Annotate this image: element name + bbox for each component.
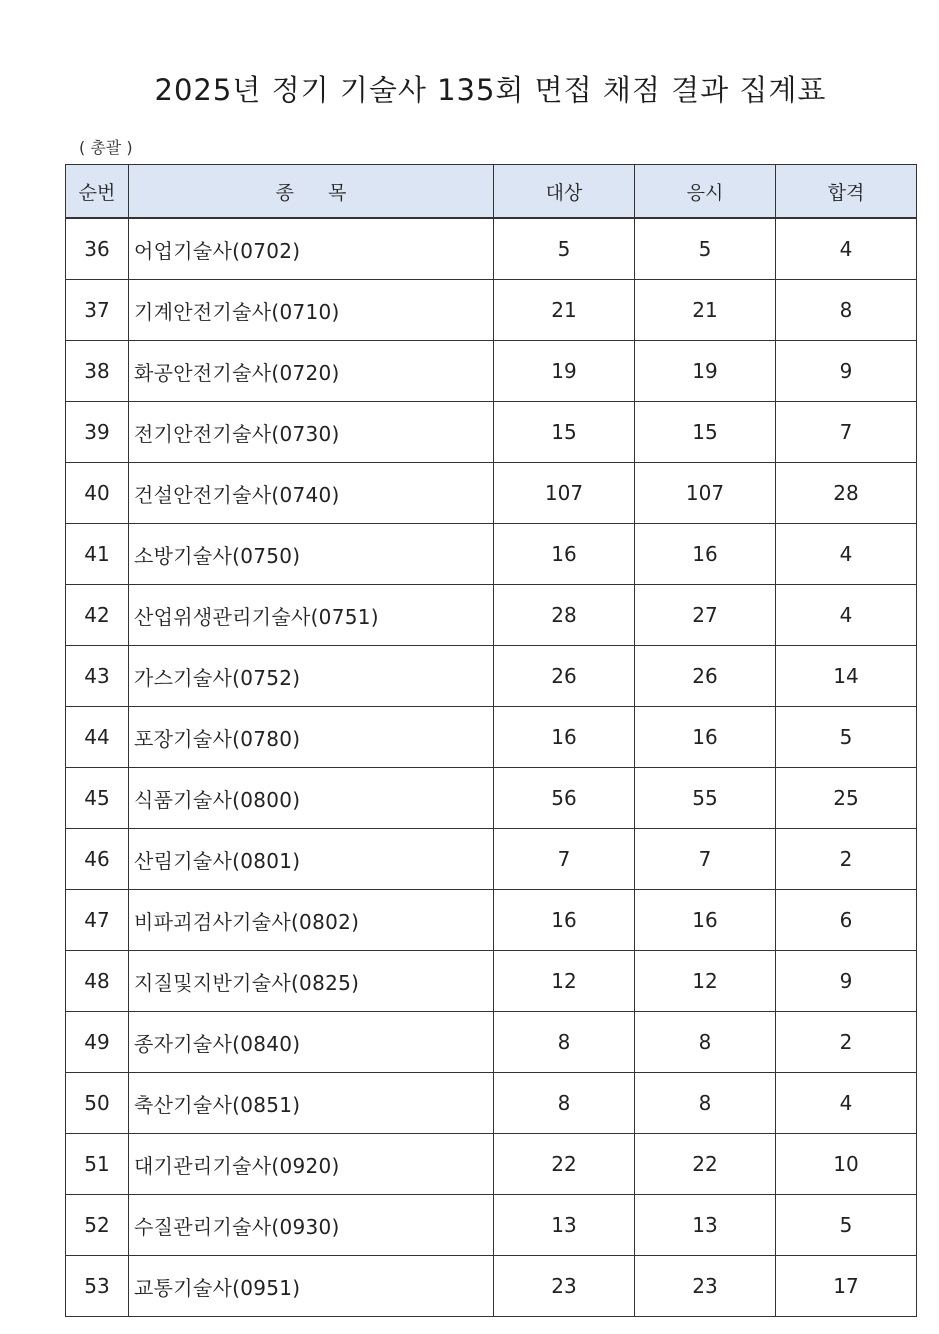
header-applied: 응시 [635, 165, 776, 219]
cell-name: 산림기술사(0801) [129, 829, 494, 890]
cell-name: 축산기술사(0851) [129, 1073, 494, 1134]
cell-name: 식품기술사(0800) [129, 768, 494, 829]
cell-no: 40 [66, 463, 129, 524]
summary-label: ( 총괄 ) [79, 138, 133, 157]
cell-no: 41 [66, 524, 129, 585]
cell-name: 어업기술사(0702) [129, 218, 494, 280]
table-row [66, 585, 917, 646]
table-row [66, 402, 917, 463]
cell-passed: 2 [776, 829, 917, 890]
cell-applied: 7 [635, 829, 776, 890]
cell-passed: 9 [776, 951, 917, 1012]
page-title: 2025년 정기 기술사 135회 면접 채점 결과 집계표 [154, 73, 827, 107]
cell-applied: 5 [635, 218, 776, 280]
cell-name: 수질관리기술사(0930) [129, 1195, 494, 1256]
cell-target: 107 [494, 463, 635, 524]
cell-no: 53 [66, 1256, 129, 1317]
cell-name: 포장기술사(0780) [129, 707, 494, 768]
cell-name: 화공안전기술사(0720) [129, 341, 494, 402]
header-name-part-b: 목 [328, 181, 347, 204]
cell-applied: 19 [635, 341, 776, 402]
cell-applied: 107 [635, 463, 776, 524]
cell-target: 16 [494, 707, 635, 768]
cell-applied: 23 [635, 1256, 776, 1317]
table-row [66, 890, 917, 951]
table-row [66, 829, 917, 890]
cell-applied: 26 [635, 646, 776, 707]
cell-no: 38 [66, 341, 129, 402]
table-row [66, 341, 917, 402]
table-row [66, 1195, 917, 1256]
cell-target: 12 [494, 951, 635, 1012]
table-header [66, 165, 917, 219]
table-row [66, 951, 917, 1012]
cell-applied: 16 [635, 707, 776, 768]
cell-no: 37 [66, 280, 129, 341]
cell-target: 22 [494, 1134, 635, 1195]
cell-target: 7 [494, 829, 635, 890]
cell-no: 46 [66, 829, 129, 890]
cell-no: 45 [66, 768, 129, 829]
cell-name: 기계안전기술사(0710) [129, 280, 494, 341]
cell-target: 21 [494, 280, 635, 341]
cell-applied: 21 [635, 280, 776, 341]
header-target: 대상 [494, 165, 635, 219]
cell-applied: 8 [635, 1012, 776, 1073]
table-row [66, 1256, 917, 1317]
cell-target: 16 [494, 890, 635, 951]
cell-name: 소방기술사(0750) [129, 524, 494, 585]
cell-applied: 27 [635, 585, 776, 646]
header-no: 순번 [66, 165, 129, 219]
table-row [66, 1134, 917, 1195]
cell-target: 23 [494, 1256, 635, 1317]
cell-applied: 16 [635, 524, 776, 585]
cell-name: 교통기술사(0951) [129, 1256, 494, 1317]
cell-passed: 4 [776, 524, 917, 585]
table-row [66, 768, 917, 829]
cell-passed: 28 [776, 463, 917, 524]
cell-target: 28 [494, 585, 635, 646]
table-row [66, 524, 917, 585]
cell-name: 가스기술사(0752) [129, 646, 494, 707]
cell-applied: 8 [635, 1073, 776, 1134]
cell-name: 지질및지반기술사(0825) [129, 951, 494, 1012]
cell-passed: 9 [776, 341, 917, 402]
cell-no: 50 [66, 1073, 129, 1134]
table-row [66, 707, 917, 768]
cell-applied: 12 [635, 951, 776, 1012]
table-body [66, 218, 917, 1317]
table-row [66, 218, 917, 280]
cell-passed: 7 [776, 402, 917, 463]
cell-no: 51 [66, 1134, 129, 1195]
cell-passed: 25 [776, 768, 917, 829]
cell-target: 56 [494, 768, 635, 829]
cell-target: 5 [494, 218, 635, 280]
cell-passed: 10 [776, 1134, 917, 1195]
cell-passed: 8 [776, 280, 917, 341]
table-row [66, 646, 917, 707]
cell-target: 8 [494, 1073, 635, 1134]
table-row [66, 463, 917, 524]
cell-applied: 55 [635, 768, 776, 829]
cell-passed: 4 [776, 585, 917, 646]
cell-name: 건설안전기술사(0740) [129, 463, 494, 524]
cell-name: 산업위생관리기술사(0751) [129, 585, 494, 646]
table-row [66, 1073, 917, 1134]
header-row [66, 165, 917, 219]
cell-target: 19 [494, 341, 635, 402]
cell-target: 16 [494, 524, 635, 585]
cell-passed: 4 [776, 1073, 917, 1134]
cell-no: 48 [66, 951, 129, 1012]
table-row [66, 280, 917, 341]
header-name [129, 165, 494, 219]
cell-applied: 22 [635, 1134, 776, 1195]
cell-applied: 13 [635, 1195, 776, 1256]
cell-passed: 6 [776, 890, 917, 951]
cell-target: 13 [494, 1195, 635, 1256]
table-row [66, 1012, 917, 1073]
cell-name: 종자기술사(0840) [129, 1012, 494, 1073]
cell-passed: 5 [776, 1195, 917, 1256]
cell-passed: 4 [776, 218, 917, 280]
cell-passed: 2 [776, 1012, 917, 1073]
cell-applied: 16 [635, 890, 776, 951]
cell-no: 49 [66, 1012, 129, 1073]
cell-passed: 5 [776, 707, 917, 768]
cell-no: 43 [66, 646, 129, 707]
cell-no: 39 [66, 402, 129, 463]
results-table [65, 164, 917, 1317]
cell-target: 15 [494, 402, 635, 463]
cell-no: 42 [66, 585, 129, 646]
header-passed: 합격 [776, 165, 917, 219]
cell-passed: 14 [776, 646, 917, 707]
cell-no: 52 [66, 1195, 129, 1256]
cell-name: 대기관리기술사(0920) [129, 1134, 494, 1195]
header-name-part-a: 종 [275, 181, 294, 204]
cell-applied: 15 [635, 402, 776, 463]
cell-name: 전기안전기술사(0730) [129, 402, 494, 463]
cell-target: 26 [494, 646, 635, 707]
cell-no: 47 [66, 890, 129, 951]
cell-name: 비파괴검사기술사(0802) [129, 890, 494, 951]
cell-target: 8 [494, 1012, 635, 1073]
cell-no: 36 [66, 218, 129, 280]
cell-no: 44 [66, 707, 129, 768]
cell-passed: 17 [776, 1256, 917, 1317]
